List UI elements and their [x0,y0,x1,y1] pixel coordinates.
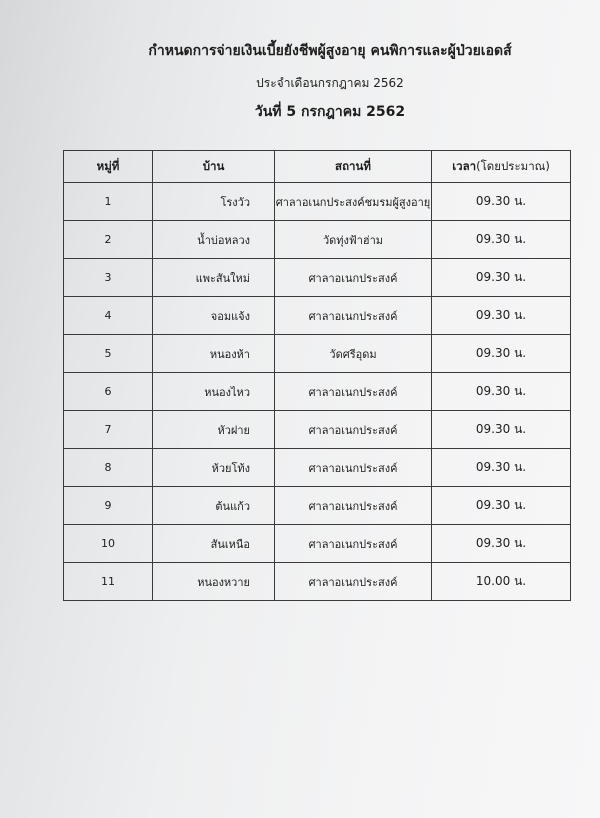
cell-village: สันเหนือ [153,525,275,563]
cell-time: 09.30 น. [432,373,571,411]
cell-place: ศาลาอเนกประสงค์ชมรมผู้สูงอายุ [275,183,432,221]
cell-no: 6 [64,373,153,411]
cell-no: 1 [64,183,153,221]
cell-village: หนองห้า [153,335,275,373]
cell-time: 09.30 น. [432,221,571,259]
table-row [64,563,571,601]
cell-time: 09.30 น. [432,335,571,373]
header-time-rest: (โดยประมาณ) [476,158,550,173]
cell-place: ศาลาอเนกประสงค์ [275,411,432,449]
cell-place: วัดศรีอุดม [275,335,432,373]
table-row [64,373,571,411]
cell-village: หัวฝาย [153,411,275,449]
document-subtitle: ประจำเดือนกรกฎาคม 2562 [256,76,404,90]
cell-village: ห้วยโท้ง [153,449,275,487]
cell-time: 09.30 น. [432,183,571,221]
cell-place: ศาลาอเนกประสงค์ [275,297,432,335]
cell-time: 09.30 น. [432,449,571,487]
cell-no: 9 [64,487,153,525]
cell-village: จอมแจ้ง [153,297,275,335]
table-row [64,335,571,373]
table-row [64,487,571,525]
cell-village: ต้นแก้ว [153,487,275,525]
cell-time: 09.30 น. [432,297,571,335]
table-row [64,221,571,259]
cell-village: โรงวัว [153,183,275,221]
cell-village: หนองไหว [153,373,275,411]
header-village: บ้าน [153,151,275,183]
table-row [64,297,571,335]
cell-no: 2 [64,221,153,259]
cell-place: วัดทุ่งฟ้าฮ่าม [275,221,432,259]
cell-time: 09.30 น. [432,259,571,297]
cell-no: 8 [64,449,153,487]
cell-time: 10.00 น. [432,563,571,601]
cell-place: ศาลาอเนกประสงค์ [275,525,432,563]
cell-no: 5 [64,335,153,373]
table-row [64,411,571,449]
cell-place: ศาลาอเนกประสงค์ [275,449,432,487]
cell-time: 09.30 น. [432,487,571,525]
cell-village: น้ำบ่อหลวง [153,221,275,259]
document-title: กำหนดการจ่ายเงินเบี้ยยังชีพผู้สูงอายุ คนพิการและผู้ป่วยเอดส์ [148,43,512,59]
header-place: สถานที่ [275,151,432,183]
table-row [64,259,571,297]
document-date: วันที่ 5 กรกฎาคม 2562 [254,104,406,120]
cell-time: 09.30 น. [432,525,571,563]
table-header-row [64,151,571,183]
table-row [64,183,571,221]
table-row [64,525,571,563]
header-no: หมู่ที่ [64,151,153,183]
cell-place: ศาลาอเนกประสงค์ [275,563,432,601]
table-row [64,449,571,487]
cell-village: แพะสันใหม่ [153,259,275,297]
cell-village: หนองหวาย [153,563,275,601]
header-time [432,151,571,183]
cell-place: ศาลาอเนกประสงค์ [275,373,432,411]
cell-no: 11 [64,563,153,601]
cell-no: 4 [64,297,153,335]
cell-no: 10 [64,525,153,563]
cell-place: ศาลาอเนกประสงค์ [275,259,432,297]
cell-no: 7 [64,411,153,449]
cell-no: 3 [64,259,153,297]
cell-place: ศาลาอเนกประสงค์ [275,487,432,525]
header-time-bold: เวลา [452,158,477,173]
cell-time: 09.30 น. [432,411,571,449]
schedule-table [63,150,571,601]
